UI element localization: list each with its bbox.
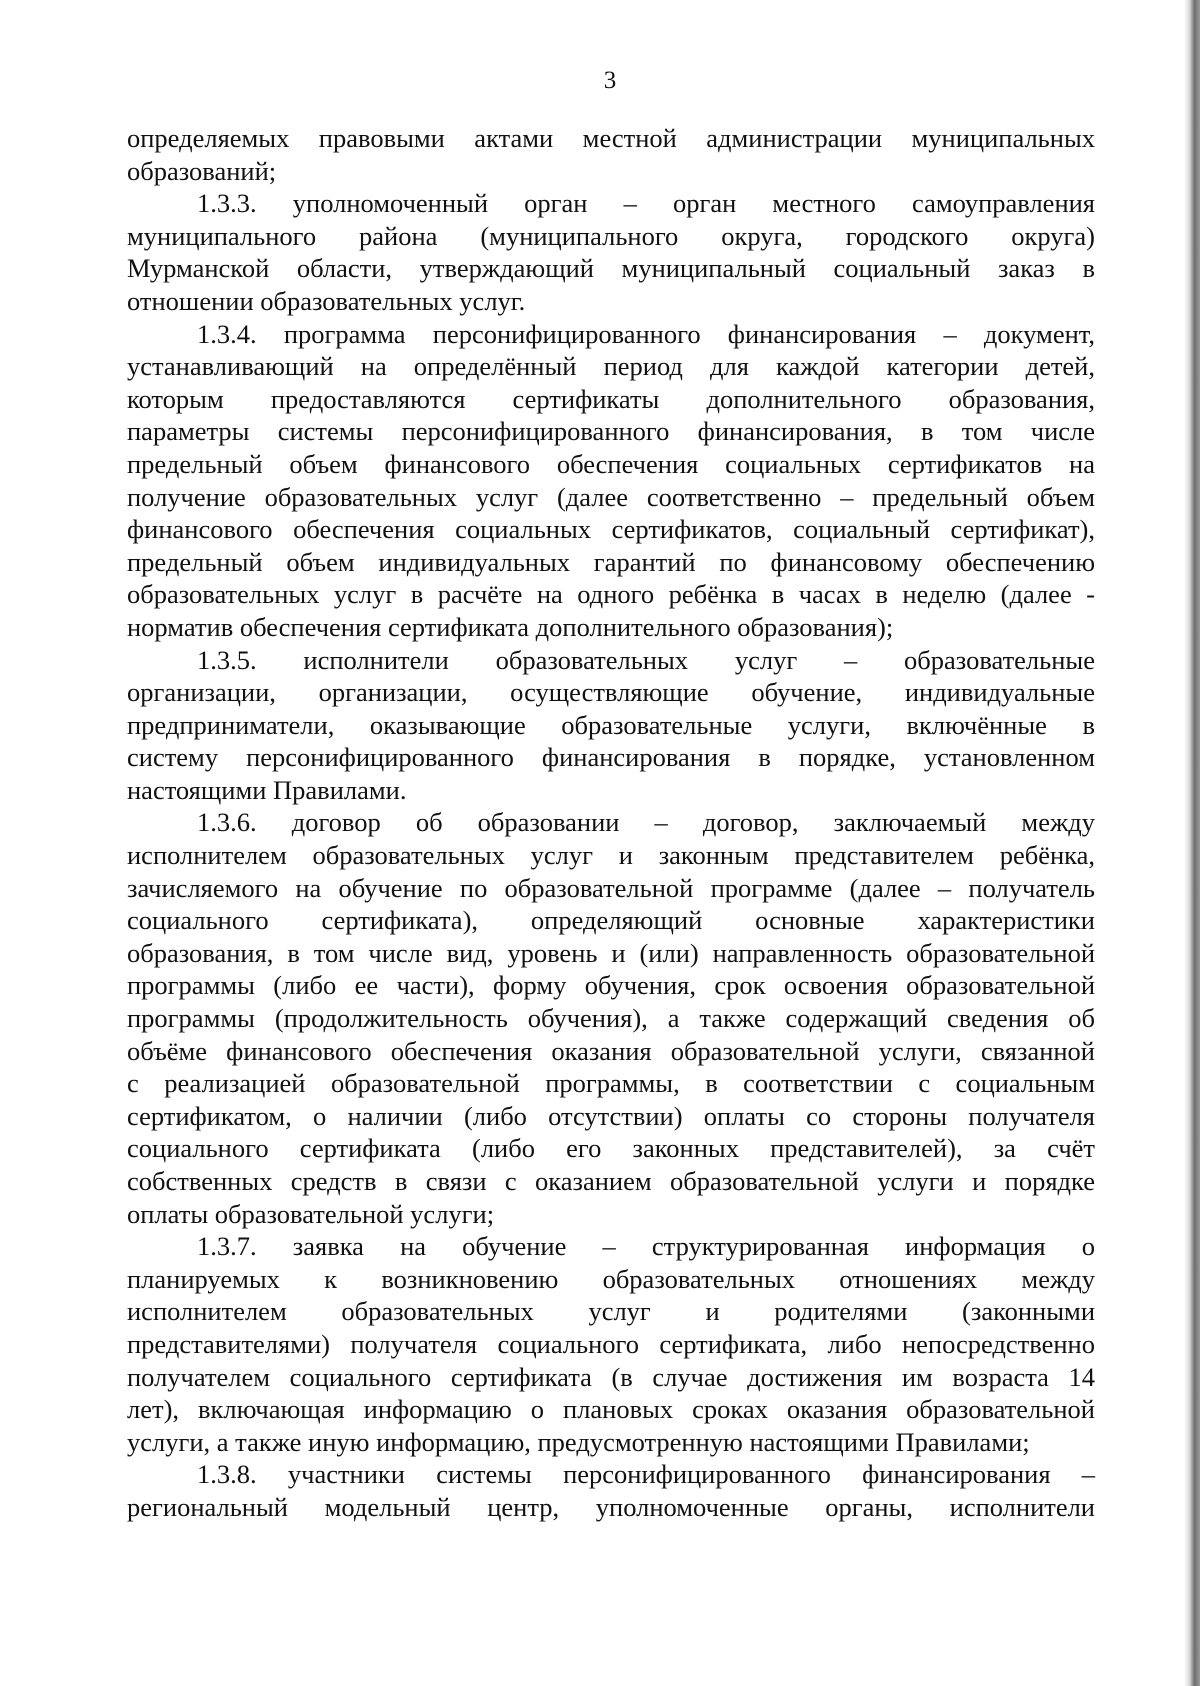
text-line: социального сертификата), определяющий основные характеристики	[127, 905, 1095, 936]
text-line: финансового обеспечения социальных сертификатов, социальный сертификат),	[127, 514, 1095, 545]
text-line: 1.3.8. участники системы персонифицированного финансирования –	[197, 1459, 1095, 1490]
text-line: объёме финансового обеспечения оказания образовательной услуги, связанной	[127, 1035, 1095, 1066]
text-line: получение образовательных услуг (далее соответственно – предельный объем	[127, 481, 1095, 512]
scan-edge-shadow	[1184, 0, 1200, 1686]
text-line: образований;	[127, 155, 277, 186]
text-line: параметры системы персонифицированного финансирования, в том числе	[127, 416, 1095, 447]
text-line: зачисляемого на обучение по образовательной программе (далее – получатель	[127, 872, 1095, 903]
text-line: собственных средств в связи с оказанием образовательной услуги и порядке	[127, 1166, 1095, 1196]
text-line: Мурманской области, утверждающий муниципальный социальный заказ в	[127, 253, 1095, 284]
text-line: устанавливающий на определённый период для каждой категории детей,	[127, 351, 1095, 382]
text-line: 1.3.7. заявка на обучение – структурированная информация о	[197, 1231, 1095, 1262]
text-line: 1.3.6. договор об образовании – договор, заключаемый между	[197, 807, 1095, 838]
paragraph-cont	[127, 122, 1095, 187]
text-line: образования, в том числе вид, уровень и (или) направленность образовательной	[127, 937, 1095, 968]
text-line: норматив обеспечения сертификата дополнительного образования);	[127, 611, 894, 642]
text-line: настоящими Правилами.	[127, 774, 407, 805]
text-line: предельный объем финансового обеспечения социальных сертификатов на	[127, 448, 1095, 479]
text-line: региональный модельный центр, уполномоченные органы, исполнители	[127, 1491, 1095, 1522]
text-line: социального сертификата (либо его законных представителей), за счёт	[127, 1133, 1095, 1164]
text-line: исполнителем образовательных услуг и законным представителем ребёнка,	[127, 840, 1095, 871]
text-line: лет), включающая информацию о плановых сроках оказания образовательной	[127, 1394, 1095, 1425]
page-number: 3	[603, 67, 617, 94]
text-line: сертификатом, о наличии (либо отсутствии) оплаты со стороны получателя	[127, 1100, 1095, 1131]
text-line: предельный объем индивидуальных гарантий по финансовому обеспечению	[127, 546, 1095, 577]
text-line: 1.3.5. исполнители образовательных услуг – образовательные	[197, 644, 1095, 675]
document-body	[127, 122, 1095, 1524]
text-line: программы (либо ее части), форму обучения, срок освоения образовательной	[127, 970, 1095, 1001]
text-line: 1.3.3. уполномоченный орган – орган местного самоуправления	[197, 188, 1095, 219]
text-line: которым предоставляются сертификаты дополнительного образования,	[127, 383, 1095, 414]
paragraph-p136	[127, 806, 1095, 1230]
text-line: систему персонифицированного финансирования в порядке, установленном	[127, 742, 1095, 773]
text-line: получателем социального сертификата (в случае достижения им возраста 14	[127, 1361, 1095, 1392]
text-line: определяемых правовыми актами местной администрации муниципальных	[127, 123, 1095, 153]
text-line: программы (продолжительность обучения), а также содержащий сведения об	[127, 1003, 1095, 1034]
text-line: с реализацией образовательной программы, в соответствии с социальным	[127, 1068, 1095, 1099]
paragraph-p133	[127, 187, 1095, 317]
text-line: услуги, а также иную информацию, предусмотренную настоящими Правилами;	[127, 1426, 1030, 1457]
text-line: муниципального района (муниципального округа, городского округа)	[127, 220, 1095, 251]
paragraph-p138	[127, 1458, 1095, 1523]
paragraph-p137	[127, 1230, 1095, 1458]
text-line: предприниматели, оказывающие образовательные услуги, включённые в	[127, 709, 1095, 740]
text-line: отношении образовательных услуг.	[127, 285, 526, 316]
text-line: исполнителем образовательных услуг и родителями (законными	[127, 1296, 1095, 1327]
text-line: 1.3.4. программа персонифицированного финансирования – документ,	[197, 318, 1095, 349]
paragraph-p134	[127, 318, 1095, 644]
text-line: образовательных услуг в расчёте на одного ребёнка в часах в неделю (далее -	[127, 579, 1095, 610]
text-line: оплаты образовательной услуги;	[127, 1198, 495, 1229]
text-line: планируемых к возникновению образовательных отношениях между	[127, 1263, 1095, 1294]
text-line: представителями) получателя социального сертификата, либо непосредственно	[127, 1328, 1095, 1359]
paragraph-p135	[127, 644, 1095, 807]
text-line: организации, организации, осуществляющие обучение, индивидуальные	[127, 677, 1095, 708]
